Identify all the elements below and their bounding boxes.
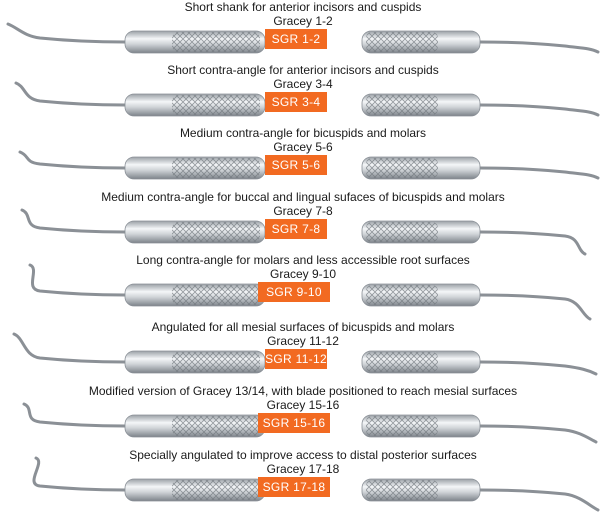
instrument-row bbox=[0, 253, 606, 317]
instrument-row bbox=[0, 448, 606, 512]
right-working-end bbox=[480, 295, 590, 319]
instrument-description: Angulated for all mesial surfaces of bicuspids and molars bbox=[151, 320, 455, 334]
instrument-name: Gracey 17-18 bbox=[266, 462, 340, 476]
right-working-end bbox=[480, 232, 585, 254]
instrument-row bbox=[0, 63, 606, 127]
left-knurled-grip bbox=[172, 285, 260, 305]
left-knurled-grip bbox=[172, 352, 260, 372]
right-working-end bbox=[480, 168, 598, 178]
left-knurled-grip bbox=[172, 480, 260, 500]
right-knurled-grip bbox=[366, 480, 438, 500]
right-working-end bbox=[480, 426, 596, 442]
instrument-name: Gracey 5-6 bbox=[273, 140, 333, 154]
instrument-name: Gracey 7-8 bbox=[273, 204, 333, 218]
instrument-name: Gracey 1-2 bbox=[273, 14, 333, 28]
right-knurled-grip bbox=[366, 158, 438, 178]
instrument-description: Short contra-angle for anterior incisors and cuspids bbox=[167, 63, 439, 77]
product-code-badge: SGR 15-16 bbox=[258, 413, 330, 433]
left-knurled-grip bbox=[172, 32, 260, 52]
product-code-badge: SGR 9-10 bbox=[258, 282, 330, 302]
right-working-end bbox=[480, 490, 598, 510]
product-code-badge: SGR 11-12 bbox=[265, 349, 327, 369]
product-code-badge: SGR 17-18 bbox=[258, 477, 330, 497]
instrument-description: Short shank for anterior incisors and cuspids bbox=[184, 0, 422, 14]
left-knurled-grip bbox=[172, 416, 260, 436]
instrument-description: Medium contra-angle for buccal and lingual sufaces of bicuspids and molars bbox=[101, 190, 505, 204]
left-knurled-grip bbox=[172, 222, 260, 242]
right-knurled-grip bbox=[366, 352, 438, 372]
right-knurled-grip bbox=[366, 95, 438, 115]
right-working-end bbox=[480, 362, 596, 374]
left-knurled-grip bbox=[172, 158, 260, 178]
instrument-row bbox=[0, 0, 606, 64]
product-code-badge: SGR 7-8 bbox=[265, 219, 327, 239]
instrument-row bbox=[0, 384, 606, 448]
left-knurled-grip bbox=[172, 95, 260, 115]
right-knurled-grip bbox=[366, 222, 438, 242]
instrument-name: Gracey 15-16 bbox=[266, 398, 340, 412]
right-working-end bbox=[480, 42, 598, 52]
instrument-row bbox=[0, 190, 606, 254]
instrument-description: Medium contra-angle for bicuspids and molars bbox=[179, 126, 427, 140]
instrument-description: Specially angulated to improve access to distal posterior surfaces bbox=[129, 448, 477, 462]
instrument-row bbox=[0, 320, 606, 384]
left-working-end bbox=[20, 152, 125, 168]
product-code-badge: SGR 3-4 bbox=[265, 92, 327, 112]
instrument-description: Long contra-angle for molars and less accessible root surfaces bbox=[136, 253, 470, 267]
right-knurled-grip bbox=[366, 416, 438, 436]
product-code-badge: SGR 1-2 bbox=[265, 29, 327, 49]
instrument-description: Modified version of Gracey 13/14, with blade positioned to reach mesial surfaces bbox=[88, 384, 518, 398]
instrument-name: Gracey 3-4 bbox=[273, 77, 333, 91]
product-code-badge: SGR 5-6 bbox=[265, 155, 327, 175]
instrument-name: Gracey 9-10 bbox=[269, 267, 337, 281]
right-knurled-grip bbox=[366, 285, 438, 305]
right-working-end bbox=[480, 105, 598, 115]
instrument-row bbox=[0, 126, 606, 190]
right-knurled-grip bbox=[366, 32, 438, 52]
instrument-name: Gracey 11-12 bbox=[267, 334, 339, 348]
